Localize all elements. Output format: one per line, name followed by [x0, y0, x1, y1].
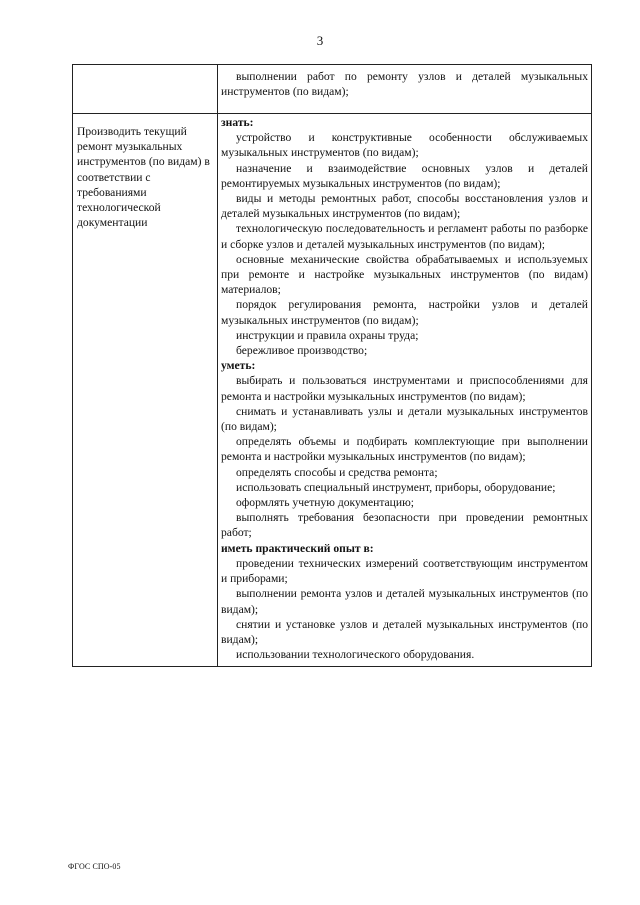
- requirement-item: снятии и установке узлов и деталей музыкальных инструментов (по видам);: [221, 617, 588, 646]
- page-number: 3: [316, 33, 324, 48]
- footer-code: ФГОС СПО-05: [68, 862, 121, 871]
- requirement-item: использовании технологического оборудования.: [236, 648, 475, 662]
- requirement-item: оформлять учетную документацию;: [236, 496, 414, 510]
- requirement-item: проведении технических измерений соответствующим инструментом и приборами;: [221, 556, 588, 586]
- competency-table: [72, 64, 592, 667]
- know-heading: знать:: [221, 116, 254, 129]
- requirement-item: использовать специальный инструмент, приборы, оборудование;: [236, 480, 556, 494]
- requirement-item: бережливое производство;: [236, 344, 368, 358]
- competency-cell: Производить текущий ремонт музыкальных инструментов (по видам) в соответствии с требованиями технологической документации: [73, 114, 218, 667]
- competency-cell: [73, 65, 218, 114]
- table-row: [73, 114, 592, 667]
- requirement-item: основные механические свойства обрабатываемых и используемых при ремонте и настройке музыкальных инструментов (по видам) материалов;: [221, 252, 588, 297]
- can-heading: уметь:: [221, 359, 256, 373]
- requirement-item: инструкции и правила охраны труда;: [236, 328, 419, 342]
- requirement-item: технологическую последовательность и регламент работы по разборке и сборке узлов и деталей музыкальных инструментов (по видам);: [221, 222, 588, 251]
- requirement-item: определять объемы и подбирать комплектующие при выполнении ремонта и настройки музыкальных инструментов (по видам);: [221, 435, 588, 464]
- requirement-item: выполнении работ по ремонту узлов и деталей музыкальных инструментов (по видам);: [221, 70, 588, 99]
- requirement-item: определять способы и средства ремонта;: [236, 465, 438, 479]
- requirement-item: устройство и конструктивные особенности обслуживаемых музыкальных инструментов (по видам);: [221, 131, 588, 160]
- requirement-item: виды и методы ремонтных работ, способы восстановления узлов и деталей музыкальных инструментов (по видам);: [221, 192, 588, 221]
- requirement-item: порядок регулирования ремонта, настройки узлов и деталей музыкальных инструментов (по видам);: [221, 298, 588, 327]
- requirement-item: выбирать и пользоваться инструментами и приспособлениями для ремонта и настройки музыкальных инструментов (по видам);: [221, 374, 588, 403]
- requirement-item: назначение и взаимодействие основных узлов и деталей ремонтируемых музыкальных инструментов (по видам);: [221, 161, 588, 190]
- requirement-item: выполнении ремонта узлов и деталей музыкальных инструментов (по видам);: [221, 587, 588, 616]
- experience-heading: иметь практический опыт в:: [221, 541, 374, 555]
- table-row: [73, 65, 592, 114]
- requirements-cell: [218, 114, 592, 667]
- requirement-item: выполнять требования безопасности при проведении ремонтных работ;: [221, 511, 588, 540]
- requirement-item: снимать и устанавливать узлы и детали музыкальных инструментов (по видам);: [221, 404, 588, 434]
- requirements-cell: [218, 65, 592, 114]
